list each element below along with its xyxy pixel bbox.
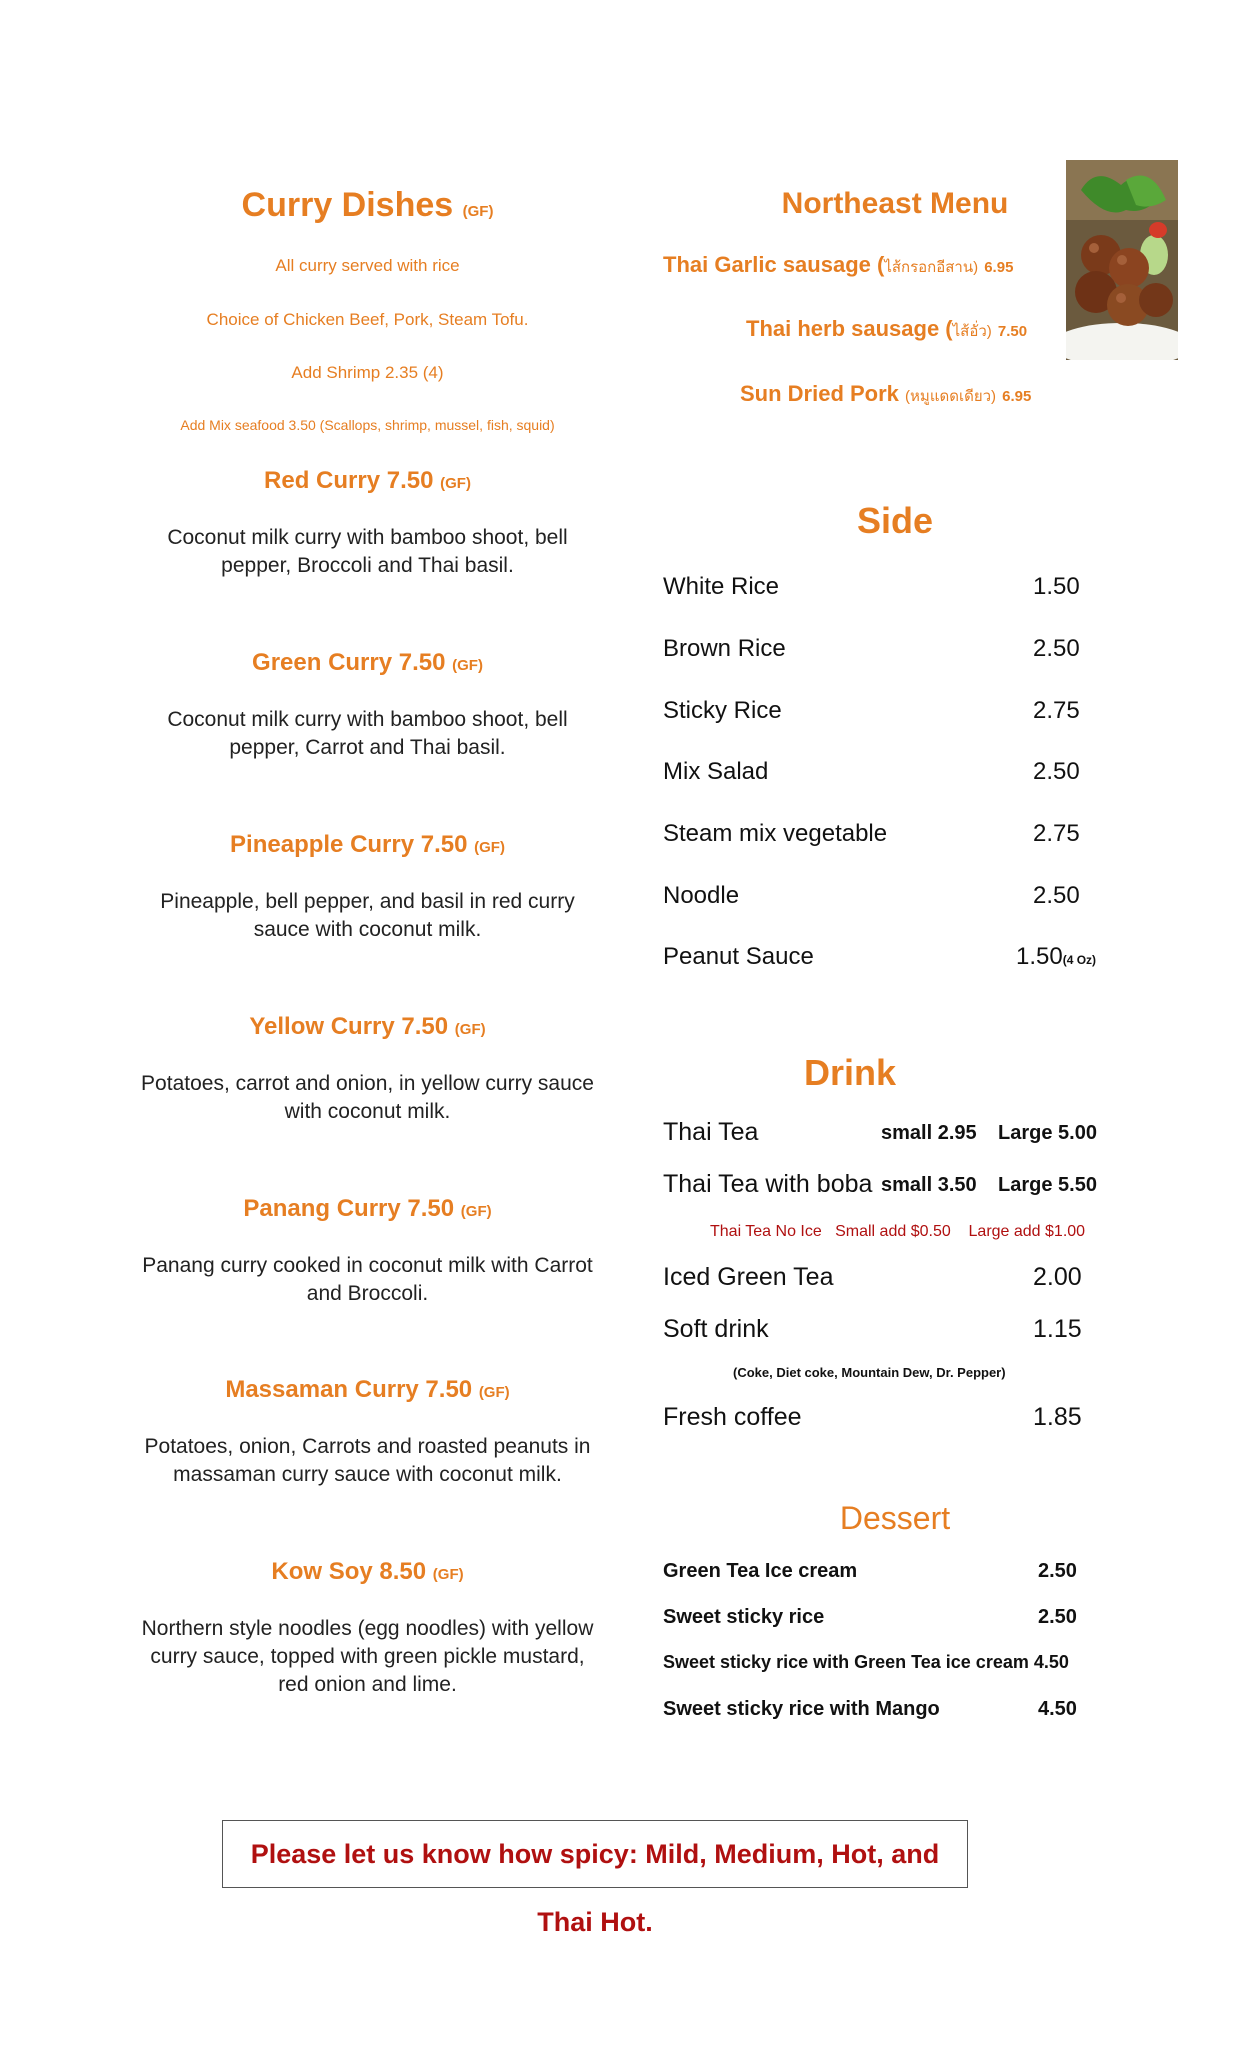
- dessert-item: [663, 1560, 1113, 1590]
- item-name: Thai Tea: [663, 1118, 759, 1146]
- curry-note-protein: Choice of Chicken Beef, Pork, Steam Tofu.: [206, 310, 529, 329]
- item-price: 4.50: [1038, 1698, 1077, 1720]
- curry-title-tag: (GF): [462, 203, 494, 220]
- dish-description: Pineapple, bell pepper, and basil in red curry sauce with coconut milk.: [160, 890, 575, 941]
- item-name: Green Tea Ice cream: [663, 1560, 858, 1582]
- northeast-item: [746, 316, 1027, 343]
- item-price: 1.15: [1033, 1315, 1082, 1343]
- item-price: 6.95: [984, 259, 1014, 276]
- dish-gf-tag: (GF): [478, 1384, 510, 1401]
- item-name: White Rice: [663, 573, 780, 600]
- side-item: [663, 882, 1103, 916]
- curry-note-seafood: Add Mix seafood 3.50 (Scallops, shrimp, mussel, fish, squid): [180, 417, 555, 433]
- drink-item: [663, 1263, 1113, 1297]
- price-unit: (4 Oz): [1062, 953, 1097, 967]
- dish-gf-tag: (GF): [474, 839, 505, 856]
- item-price-small: small 3.50: [881, 1174, 977, 1196]
- drink-item: [663, 1315, 1113, 1349]
- item-price: 1.50: [1033, 573, 1080, 600]
- item-paren: ): [986, 323, 992, 340]
- side-item: [663, 635, 1103, 669]
- item-price: 2.50: [1038, 1606, 1077, 1628]
- dish-gf-tag: (GF): [452, 657, 483, 674]
- side-item: [663, 758, 1103, 792]
- item-price: 2.50: [1033, 758, 1080, 785]
- dish-title: Kow Soy 8.50: [271, 1558, 427, 1585]
- dish-name: [0, 1558, 735, 1586]
- northeast-item: [663, 252, 1013, 279]
- item-price-large: Large 5.50: [998, 1174, 1097, 1196]
- no-ice-note: Thai Tea No Ice Small add $0.50 Large add $1.00: [710, 1223, 1086, 1240]
- item-price: [1016, 943, 1096, 971]
- dish-description: Northern style noodles (egg noodles) with yellow curry sauce, topped with green pickle mustard, red onion and lime.: [141, 1617, 594, 1696]
- item-thai-name: (หมูแดดเดียว): [905, 388, 997, 405]
- side-item: [663, 820, 1103, 854]
- dish-title: Yellow Curry 7.50: [249, 1013, 449, 1040]
- item-price: 6.95: [1002, 388, 1032, 405]
- dish-description: Panang curry cooked in coconut milk with Carrot and Broccoli.: [142, 1254, 593, 1305]
- dish-name: [0, 1376, 735, 1404]
- curry-section-title: [0, 186, 735, 225]
- dish-description: Potatoes, carrot and onion, in yellow curry sauce with coconut milk.: [141, 1072, 594, 1123]
- dish-title: Red Curry 7.50: [264, 467, 434, 494]
- dish-name: [0, 1013, 735, 1041]
- item-price-large: Large 5.00: [998, 1122, 1097, 1144]
- item-price: 2.00: [1033, 1263, 1082, 1291]
- item-price-small: small 2.95: [881, 1122, 977, 1144]
- dish-gf-tag: (GF): [460, 1203, 492, 1220]
- side-section-title: Side: [856, 500, 934, 541]
- curry-note-shrimp: Add Shrimp 2.35 (4): [291, 363, 444, 382]
- dish-description: Coconut milk curry with bamboo shoot, bell pepper, Carrot and Thai basil.: [167, 708, 568, 759]
- price-value: 1.50: [1016, 943, 1063, 970]
- item-name: Thai herb sausage (: [746, 316, 953, 341]
- dish-gf-tag: (GF): [432, 1566, 464, 1583]
- dish-name: [0, 649, 735, 677]
- item-name: Sweet sticky rice with Green Tea ice cream 4.50: [663, 1652, 1069, 1672]
- dessert-item: [663, 1698, 1113, 1728]
- side-item: [663, 573, 1103, 607]
- item-name: Peanut Sauce: [663, 943, 814, 970]
- dish-gf-tag: (GF): [454, 1021, 486, 1038]
- drink-item: [663, 1118, 1113, 1152]
- drink-item: [663, 1170, 1113, 1204]
- side-item: [663, 697, 1103, 731]
- item-price: 2.50: [1033, 635, 1080, 662]
- item-name: Mix Salad: [663, 758, 769, 785]
- item-name: Steam mix vegetable: [663, 820, 888, 847]
- item-name: Fresh coffee: [663, 1403, 802, 1431]
- northeast-item: [740, 381, 1031, 408]
- curry-note-rice: All curry served with rice: [275, 256, 460, 275]
- dessert-section-title: Dessert: [839, 1500, 951, 1536]
- item-price: 7.50: [997, 323, 1028, 340]
- item-name: Thai Tea with boba: [663, 1170, 873, 1198]
- dish-gf-tag: (GF): [440, 475, 471, 492]
- item-price: 1.85: [1033, 1403, 1082, 1431]
- item-name: Sticky Rice: [663, 697, 782, 724]
- dish-title: Pineapple Curry 7.50: [230, 831, 468, 858]
- drink-item: [663, 1403, 1113, 1437]
- item-thai-name: ไส้กรอกอีสาน: [884, 259, 974, 276]
- item-name: Thai Garlic sausage (: [663, 252, 885, 277]
- drink-section-title: Drink: [803, 1052, 897, 1093]
- item-name: Soft drink: [663, 1315, 769, 1343]
- dish-title: Green Curry 7.50: [252, 649, 446, 676]
- sausage-photo: [1066, 160, 1178, 360]
- dish-description: Coconut milk curry with bamboo shoot, bell pepper, Broccoli and Thai basil.: [167, 526, 568, 577]
- spicy-note-text: Please let us know how spicy: Mild, Medium, Hot, and Thai Hot.: [250, 1839, 940, 1937]
- dish-title: Massaman Curry 7.50: [225, 1376, 473, 1403]
- dish-description: Potatoes, onion, Carrots and roasted peanuts in massaman curry sauce with coconut milk.: [144, 1435, 591, 1486]
- northeast-menu-title: Northeast Menu: [781, 187, 1009, 220]
- curry-title-text: Curry Dishes: [241, 186, 454, 224]
- soft-drink-note: (Coke, Diet coke, Mountain Dew, Dr. Pepper): [733, 1365, 1006, 1380]
- item-price: 2.75: [1033, 820, 1080, 847]
- item-name: Iced Green Tea: [663, 1263, 834, 1291]
- item-name: Noodle: [663, 882, 740, 909]
- dessert-item: [663, 1652, 1113, 1682]
- item-name: Sweet sticky rice with Mango: [663, 1698, 940, 1720]
- item-price: 2.50: [1038, 1560, 1077, 1582]
- dessert-item: [663, 1606, 1113, 1636]
- side-item: [663, 943, 1103, 977]
- item-price: 2.75: [1033, 697, 1080, 724]
- dish-title: Panang Curry 7.50: [243, 1195, 455, 1222]
- item-price: 2.50: [1033, 882, 1080, 909]
- dish-name: [0, 831, 735, 859]
- item-name: Brown Rice: [663, 635, 786, 662]
- item-name: Sun Dried Pork: [740, 381, 906, 406]
- item-name: Sweet sticky rice: [663, 1606, 825, 1628]
- dish-name: [0, 467, 735, 495]
- item-paren: ): [973, 259, 979, 276]
- item-thai-name: ไส้อั่ว: [952, 323, 987, 340]
- dish-name: [0, 1195, 735, 1223]
